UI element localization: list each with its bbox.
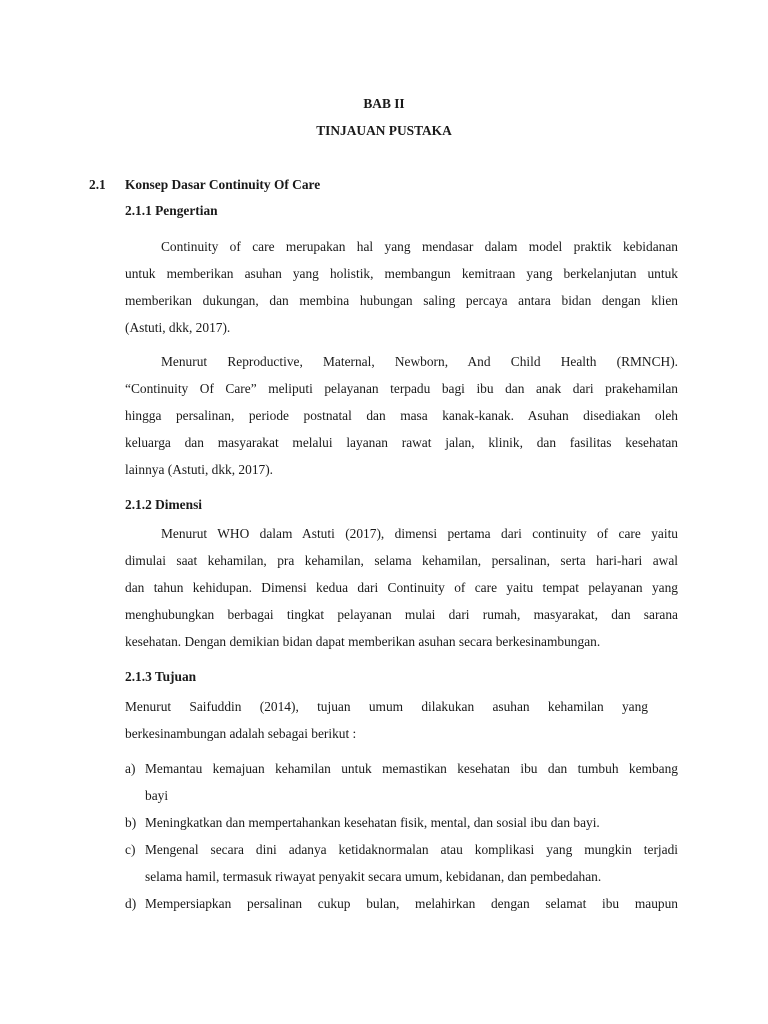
paragraph-line: Continuity of care merupakan hal yang mendasar dalam model praktik kebidanan bbox=[161, 240, 678, 254]
chapter-title: TINJAUAN PUSTAKA bbox=[316, 123, 452, 138]
list-item-line: selama hamil, termasuk riwayat penyakit secara umum, kebidanan, dan pembedahan. bbox=[145, 869, 602, 884]
paragraph-line: memberikan dukungan, dan membina hubungan saling percaya antara bidan dengan klien bbox=[125, 294, 678, 308]
paragraph-line: Menurut Saifuddin (2014), tujuan umum dilakukan asuhan kehamilan yang bbox=[125, 700, 648, 714]
list-item-line: Mempersiapkan persalinan cukup bulan, melahirkan dengan selamat ibu maupun bbox=[145, 897, 678, 911]
paragraph-line: Menurut Reproductive, Maternal, Newborn, And Child Health (RMNCH). bbox=[161, 355, 678, 369]
paragraph-line: dan tahun kehidupan. Dimensi kedua dari Continuity of care yaitu tempat pelayanan yang bbox=[125, 581, 678, 595]
section-number: 2.1 bbox=[89, 177, 106, 192]
paragraph-line: untuk memberikan asuhan yang holistik, membangun kemitraan yang berkelanjutan untuk bbox=[125, 267, 678, 281]
list-marker: b) bbox=[125, 815, 137, 830]
paragraph-line: (Astuti, dkk, 2017). bbox=[125, 320, 231, 335]
list-item-line: bayi bbox=[145, 788, 169, 803]
paragraph-line: keluarga dan masyarakat melalui layanan rawat jalan, klinik, dan fasilitas kesehatan bbox=[125, 436, 678, 450]
chapter-label: BAB II bbox=[363, 96, 405, 111]
list-item-line: Meningkatkan dan mempertahankan kesehatan fisik, mental, dan sosial ibu dan bayi. bbox=[145, 815, 600, 830]
subsection-heading-dimensi: 2.1.2 Dimensi bbox=[125, 497, 202, 512]
subsection-heading-pengertian: 2.1.1 Pengertian bbox=[125, 203, 218, 218]
list-marker: c) bbox=[125, 842, 136, 857]
paragraph-line: kesehatan. Dengan demikian bidan dapat memberikan asuhan secara berkesinambungan. bbox=[125, 634, 601, 649]
paragraph-line: lainnya (Astuti, dkk, 2017). bbox=[125, 462, 274, 477]
subsection-heading-tujuan: 2.1.3 Tujuan bbox=[125, 669, 197, 684]
paragraph-line: hingga persalinan, periode postnatal dan masa kanak-kanak. Asuhan disediakan oleh bbox=[125, 409, 678, 423]
paragraph-line: Menurut WHO dalam Astuti (2017), dimensi pertama dari continuity of care yaitu bbox=[161, 527, 678, 541]
paragraph-line: dimulai saat kehamilan, pra kehamilan, selama kehamilan, persalinan, serta hari-hari awal bbox=[125, 554, 678, 568]
list-marker: d) bbox=[125, 896, 137, 911]
list-item-line: Memantau kemajuan kehamilan untuk memastikan kesehatan ibu dan tumbuh kembang bbox=[145, 762, 678, 776]
list-marker: a) bbox=[125, 761, 136, 776]
paragraph-line: berkesinambungan adalah sebagai berikut : bbox=[125, 726, 357, 741]
section-title: Konsep Dasar Continuity Of Care bbox=[125, 177, 321, 192]
paragraph-line: “Continuity Of Care” meliputi pelayanan terpadu bagi ibu dan anak dari prakehamilan bbox=[125, 382, 678, 396]
paragraph-line: menghubungkan berbagai tingkat pelayanan mulai dari rumah, masyarakat, dan sarana bbox=[125, 608, 678, 622]
list-item-line: Mengenal secara dini adanya ketidaknormalan atau komplikasi yang mungkin terjadi bbox=[145, 843, 678, 857]
